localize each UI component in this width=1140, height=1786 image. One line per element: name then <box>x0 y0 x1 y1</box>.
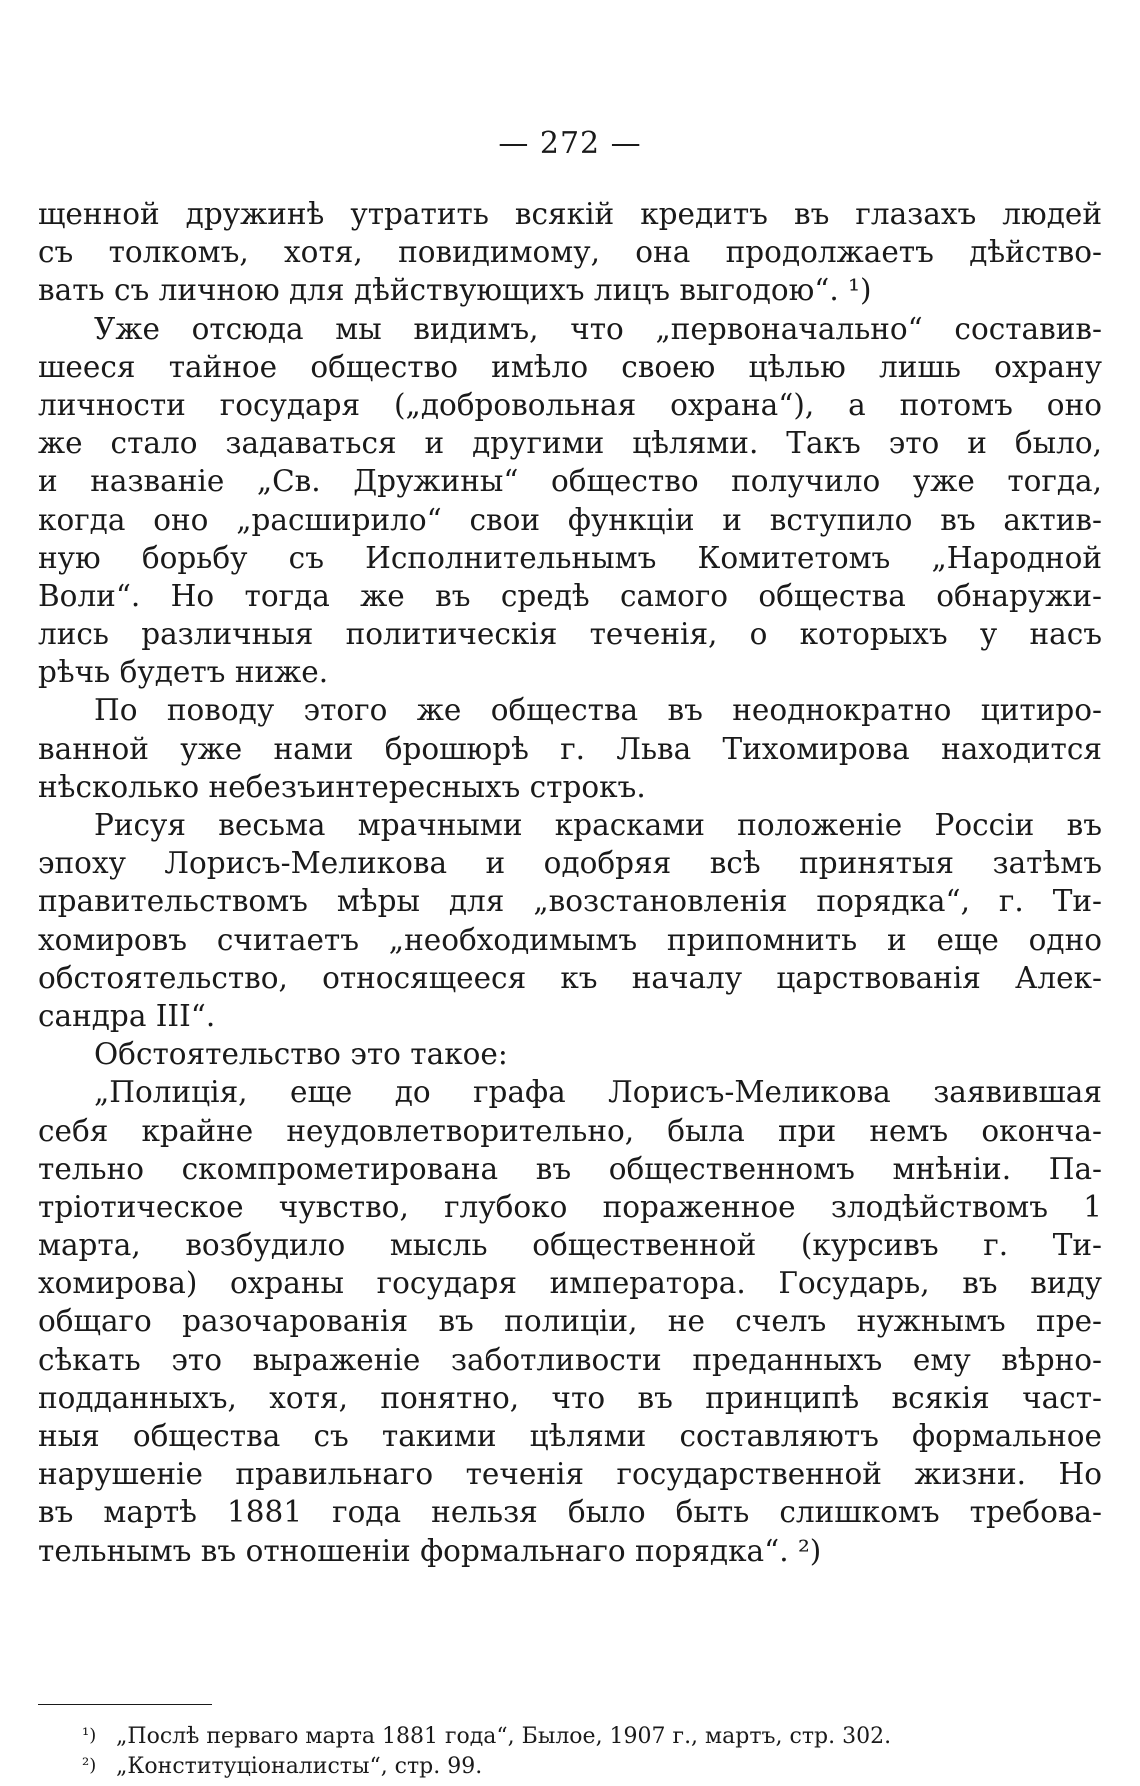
text-line: Рисуя весьма мрачными красками положеніе Россіи въ <box>94 808 1102 842</box>
text-line: тельнымъ въ отношеніи формальнаго порядка“. ²) <box>38 1533 822 1568</box>
text-line: въ мартѣ 1881 года нельзя было быть слишкомъ требова- <box>38 1495 1102 1530</box>
text-line: обстоятельство, относящееся къ началу царствованія Алек- <box>38 960 1102 995</box>
text-line: хомировъ считаетъ „необходимымъ припомнить и еще одно <box>38 922 1102 957</box>
page-number: — 272 — <box>498 126 642 161</box>
page-body <box>38 195 1102 1570</box>
text-line: По поводу этого же общества въ неоднократно цитиро- <box>94 693 1102 728</box>
text-line: щенной дружинѣ утратить всякій кредитъ въ глазахъ людей <box>38 197 1102 231</box>
paragraph <box>38 691 1102 806</box>
text-line: тельно скомпрометирована въ общественномъ мнѣніи. Па- <box>38 1151 1102 1186</box>
paragraph <box>38 310 1102 692</box>
text-line: когда оно „расширило“ свои функціи и вступило въ актив- <box>38 502 1102 537</box>
paragraph <box>38 1073 1102 1569</box>
text-line: общаго разочарованія въ полиціи, не счелъ нужнымъ пре- <box>38 1304 1102 1339</box>
text-line: нарушеніе правильнаго теченія государственной жизни. Но <box>38 1457 1102 1492</box>
text-line: „Полиція, еще до графа Лорисъ-Меликова заявившая <box>94 1075 1102 1110</box>
text-line: шееся тайное общество имѣло своею цѣлью лишь охрану <box>38 349 1102 384</box>
text-line: ванной уже нами брошюрѣ г. Льва Тихомирова находится <box>38 731 1102 766</box>
paragraph <box>38 806 1102 1035</box>
footnote <box>82 1751 1112 1781</box>
text-line: Воли“. Но тогда же въ средѣ самого общества обнаружи- <box>38 578 1102 613</box>
paragraph <box>38 1035 1102 1073</box>
footnote <box>82 1721 1112 1751</box>
text-line: рѣчь будетъ ниже. <box>38 655 329 690</box>
footnote-divider <box>38 1704 212 1705</box>
text-line: правительствомъ мѣры для „возстановленія порядка“, г. Ти- <box>38 884 1102 919</box>
text-line: тріотическое чувство, глубоко пораженное злодѣйствомъ 1 <box>38 1189 1102 1224</box>
text-line: сандра III“. <box>38 998 216 1033</box>
paragraph <box>38 195 1102 310</box>
text-line: хомирова) охраны государя императора. Государь, въ виду <box>38 1266 1102 1301</box>
text-line: лись различныя политическія теченія, о которыхъ у насъ <box>38 617 1102 652</box>
text-line: вать съ личною для дѣйствующихъ лицъ выгодою“. ¹) <box>38 273 872 308</box>
text-line: нѣсколько небезъинтересныхъ строкъ. <box>38 769 646 804</box>
text-line: и названіе „Св. Дружины“ общество получило уже тогда, <box>38 464 1102 499</box>
footnote-text: „Конституціоналисты“, стр. 99. <box>116 1754 483 1779</box>
text-line: ныя общества съ такими цѣлями составляютъ формальное <box>38 1419 1102 1453</box>
text-line: Обстоятельство это такое: <box>94 1037 508 1072</box>
text-line: же стало задаваться и другими цѣлями. Такъ это и было, <box>38 426 1102 461</box>
text-line: себя крайне неудовлетворительно, была при немъ оконча- <box>38 1113 1102 1148</box>
text-line: Уже отсюда мы видимъ, что „первоначально“ составив- <box>94 311 1102 346</box>
footnote-mark: ²) <box>82 1755 97 1776</box>
text-line: съ толкомъ, хотя, повидимому, она продолжаетъ дѣйство- <box>38 235 1102 270</box>
text-line: подданныхъ, хотя, понятно, что въ принципѣ всякія част- <box>38 1380 1102 1415</box>
footnotes <box>82 1721 1112 1781</box>
text-line: сѣкать это выраженіе заботливости преданныхъ ему вѣрно- <box>38 1342 1102 1377</box>
text-line: эпоху Лорисъ-Меликова и одобряя всѣ принятыя затѣмъ <box>38 846 1102 881</box>
text-line: личности государя („добровольная охрана“), а потомъ оно <box>38 387 1102 422</box>
text-line: марта, возбудило мысль общественной (курсивъ г. Ти- <box>38 1228 1102 1263</box>
footnote-mark: ¹) <box>82 1725 97 1746</box>
footnote-text: „Послѣ перваго марта 1881 года“, Былое, 1907 г., мартъ, стр. 302. <box>116 1724 892 1749</box>
text-line: ную борьбу съ Исполнительнымъ Комитетомъ „Народной <box>38 540 1102 575</box>
